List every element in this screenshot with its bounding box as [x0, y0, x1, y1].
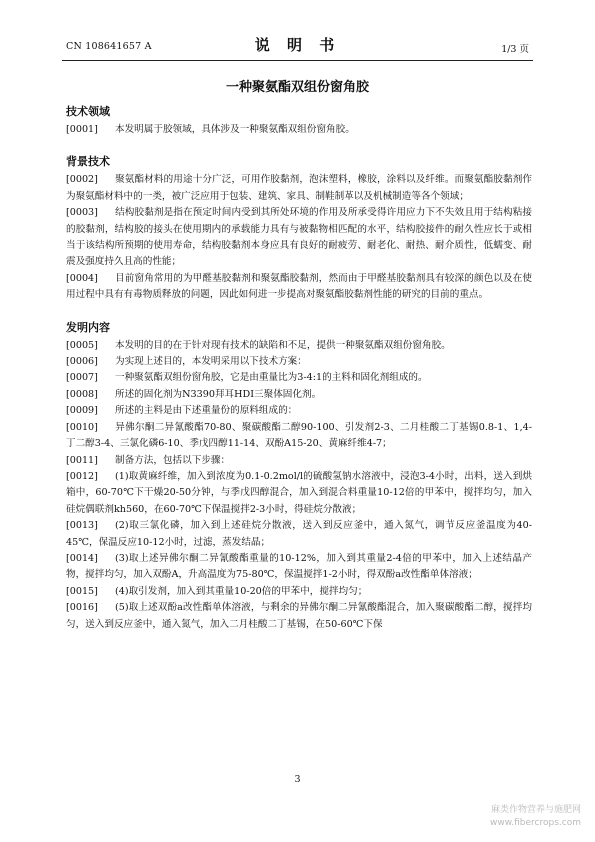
- paragraph-text: 制备方法，包括以下步骤：: [115, 454, 231, 466]
- watermark-name: 麻类作物营养与施肥网: [490, 805, 581, 815]
- page-number: 3: [294, 774, 301, 785]
- paragraph: [66, 354, 532, 370]
- paragraph: [66, 271, 532, 304]
- paragraph-number: [0014]: [66, 552, 98, 564]
- paragraph: [66, 600, 532, 633]
- patent-number: CN 108641657 A: [66, 41, 152, 52]
- paragraph-text: 本发明的目的在于针对现有技术的缺陷和不足，提供一种聚氨酯双组份窗角胶。: [115, 339, 451, 351]
- paragraph-number: [0013]: [66, 520, 98, 532]
- section-heading: 技术领域: [66, 105, 110, 118]
- paragraph-text: 聚氨酯材料的用途十分广泛，可用作胶黏剂，泡沫塑料，橡胶，涂料以及纤维。而聚氨酯胶黏剂作为聚氨酯材料中的一类，被广泛应用于包装、建筑、家具、制鞋制革以及机械制造等各个领域；: [66, 174, 532, 202]
- paragraph: [66, 172, 532, 205]
- watermark: [490, 804, 581, 830]
- paragraph: [66, 453, 532, 469]
- paragraph-number: [0009]: [66, 405, 98, 417]
- paragraph-number: [0001]: [66, 124, 98, 135]
- paragraph-text: (4)取引发剂，加入到其重量10-20倍的甲苯中，搅拌均匀；: [115, 585, 368, 597]
- section-heading: 发明内容: [66, 320, 110, 334]
- paragraph-text: 一种聚氨酯双组份窗角胶，它是由重量比为3-4:1的主料和固化剂组成的。: [115, 372, 428, 384]
- paragraph-number: [0012]: [66, 470, 98, 482]
- paragraph-number: [0004]: [66, 272, 98, 284]
- page-info: 1/3 页: [501, 44, 529, 55]
- paragraph-number: [0006]: [66, 356, 98, 368]
- paragraph-text: 所述的主料是由下述重量份的原料组成的：: [115, 405, 298, 417]
- header-rule: [62, 60, 533, 61]
- paragraph-number: [0007]: [66, 372, 98, 384]
- paragraph-number: [0005]: [66, 339, 98, 351]
- document-type: 说 明 书: [254, 36, 341, 54]
- paragraph: [66, 205, 532, 271]
- document-body: [66, 104, 532, 633]
- paragraph: [66, 551, 532, 584]
- document-title: 一种聚氨酯双组份窗角胶: [225, 80, 369, 95]
- page-header: [66, 34, 529, 58]
- paragraph-text: 异佛尔酮二异氰酸酯70-80、聚碳酸酯二醇90-100、引发剂2-3、二月桂酸二丁基锡0.8-1、1,4-丁二醇3-4、三氯化磷6-10、季戊四醇11-14、双酚A15-20、黄麻纤维4-7；: [66, 421, 532, 450]
- paragraph-text: 所述的固化剂为N3390拜耳HDI三聚体固化剂。: [115, 388, 322, 400]
- section-background: [66, 154, 532, 303]
- paragraph-number: [0002]: [66, 174, 98, 186]
- paragraph-number: [0010]: [66, 421, 98, 433]
- paragraph-text: (2)取三氯化磷，加入到上述硅烷分散液，送入到反应釜中，通入氮气，调节反应釜温度为40-45℃，保温反应10-12小时，过滤，蒸发结晶；: [66, 520, 532, 548]
- watermark-url: www.fibercrops.com: [490, 818, 581, 828]
- paragraph-number: [0008]: [66, 388, 98, 400]
- paragraph: [66, 420, 532, 453]
- paragraph: [66, 403, 532, 419]
- paragraph-number: [0016]: [66, 602, 98, 614]
- paragraph-text: 结构胶黏剂是指在预定时间内受到其所处环境的作用及所承受得许用应力下不失效且用于结构粘接的胶黏剂，结构胶的接头在使用期内的承载能力具有与被黏物相匹配的水平，结构胶接件的耐久性应长于或相当于该结构所预期的使用寿命，结构胶黏剂本身应具有良好的耐疲劳、耐老化、耐热、耐介质性，低蠕变、耐震及强度持久且高的性能；: [66, 207, 532, 268]
- paragraph-text: (1)取黄麻纤维，加入到浓度为0.1-0.2mol/l的硫酸氢钠水溶液中，浸泡3-4小时，出料，送入到烘箱中，60-70℃下干燥20-50分钟，与季戊四醇混合，加入到混合料重量10-12倍的甲苯中，搅拌均匀，加入硅烷偶联剂kh560，在60-70℃下保温搅拌2-3小时，得硅烷分散液；: [66, 470, 532, 515]
- section-heading: 背景技术: [66, 155, 110, 169]
- section-invention-content: [66, 320, 532, 633]
- paragraph: [66, 518, 532, 551]
- paragraph: [66, 338, 532, 354]
- paragraph-text: 本发明属于胶领域，具体涉及一种聚氨酯双组份窗角胶。: [115, 124, 355, 135]
- paragraph: [66, 387, 532, 403]
- paragraph-number: [0011]: [66, 454, 98, 466]
- paragraph-text: (5)取上述双酚a改性酯单体溶液，与剩余的异佛尔酮二异氰酸酯混合，加入聚碳酸酯二醇，搅拌均匀，送入到反应釜中，通入氮气，加入二月桂酸二丁基锡，在50-60℃下保: [66, 602, 532, 630]
- section-technical-field: [66, 104, 532, 138]
- paragraph: [66, 122, 532, 138]
- paragraph-text: 为实现上述目的，本发明采用以下技术方案：: [115, 356, 307, 368]
- paragraph: [66, 584, 532, 600]
- paragraph-number: [0003]: [66, 207, 98, 219]
- paragraph-number: [0015]: [66, 585, 98, 597]
- paragraph: [66, 370, 532, 386]
- paragraph-text: (3)取上述异佛尔酮二异氰酸酯重量的10-12%，加入到其重量2-4倍的甲苯中，加入上述结晶产物，搅拌均匀，加入双酚A，升高温度为75-80℃，保温搅拌1-2小时，得双酚a改性酯单体溶液；: [66, 552, 532, 581]
- paragraph: [66, 469, 532, 518]
- paragraph-text: 目前窗角常用的为甲醛基胶黏剂和聚氨酯胶黏剂，然而由于甲醛基胶黏剂具有较深的颜色以及在使用过程中具有有毒物质释放的问题，因此如何进一步提高对聚氨酯胶黏剂性能的研究的目前的重点。: [66, 272, 532, 301]
